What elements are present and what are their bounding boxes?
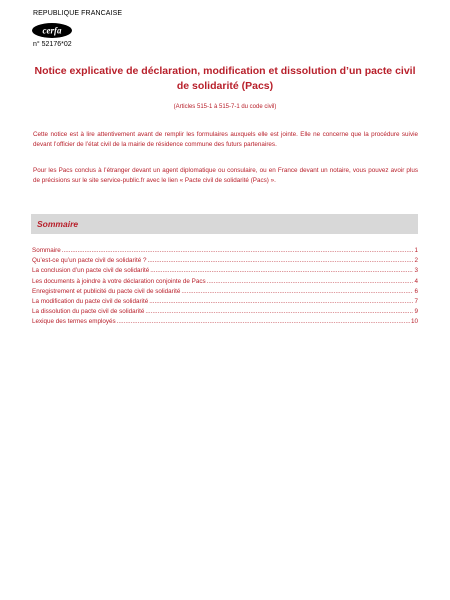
toc-leader-dots <box>181 287 413 297</box>
toc-item[interactable] <box>32 287 418 297</box>
sommaire-heading-bar <box>31 214 418 234</box>
toc-item[interactable] <box>32 277 418 287</box>
toc-item-page: 9 <box>414 308 418 316</box>
toc-item-label: La dissolution du pacte civil de solidarité <box>32 308 145 316</box>
articles-reference: (Articles 515-1 à 515-7-1 du code civil) <box>173 104 277 110</box>
table-of-contents <box>32 246 418 328</box>
intro-paragraph-2: Pour les Pacs conclus à l’étranger devant un agent diplomatique ou consulaire, ou en France devant un notaire, vous pouvez avoir plus de précisions sur le site service-public.fr avec le lien « Pacte civil de solidarité (Pacs) ». <box>33 167 418 184</box>
toc-item[interactable] <box>32 317 418 327</box>
toc-item-label: Les documents à joindre à votre déclaration conjointe de Pacs <box>32 277 206 285</box>
toc-item-label: Lexique des termes employés <box>32 318 116 326</box>
toc-item-page: 4 <box>414 277 418 285</box>
cerfa-logo <box>31 22 73 39</box>
page-title: Notice explicative de déclaration, modification et dissolution d’un pacte civil de solidarité (Pacs) <box>34 65 416 92</box>
toc-item-label: La conclusion d’un pacte civil de solidarité <box>32 267 150 275</box>
toc-item[interactable] <box>32 246 418 256</box>
sommaire-heading: Sommaire <box>37 219 79 229</box>
toc-leader-dots <box>147 256 413 266</box>
toc-item[interactable] <box>32 307 418 317</box>
toc-leader-dots <box>207 277 414 287</box>
toc-leader-dots <box>117 317 410 327</box>
toc-item-page: 1 <box>414 247 418 254</box>
toc-item-page: 6 <box>414 287 418 295</box>
republic-label: REPUBLIQUE FRANCAISE <box>33 10 123 17</box>
toc-leader-dots <box>145 307 413 317</box>
cerfa-logo-text: cerfa <box>42 25 62 36</box>
toc-item-page: 2 <box>414 257 418 265</box>
toc-leader-dots <box>62 246 414 256</box>
toc-item-page: 7 <box>414 298 418 306</box>
toc-item-label: Sommaire <box>32 247 61 254</box>
toc-item-label: La modification du pacte civil de solidarité <box>32 298 149 306</box>
cerfa-number: n° 52176*02 <box>33 41 72 48</box>
toc-item[interactable] <box>32 266 418 276</box>
toc-leader-dots <box>150 266 413 276</box>
toc-item-page: 3 <box>414 267 418 275</box>
toc-item[interactable] <box>32 256 418 266</box>
toc-item-label: Qu’est-ce qu’un pacte civil de solidarité ? <box>32 257 147 265</box>
toc-item[interactable] <box>32 297 418 307</box>
toc-item-page: 10 <box>410 318 418 326</box>
toc-leader-dots <box>149 297 413 307</box>
toc-item-label: Enregistrement et publicité du pacte civil de solidarité <box>32 287 181 295</box>
intro-paragraph-1: Cette notice est à lire attentivement avant de remplir les formulaires auxquels elle est jointe. Elle ne concerne que la procédure suivie devant l’officier de l’état civil de la mairie de résidence commune des futurs partenaires. <box>33 131 418 148</box>
